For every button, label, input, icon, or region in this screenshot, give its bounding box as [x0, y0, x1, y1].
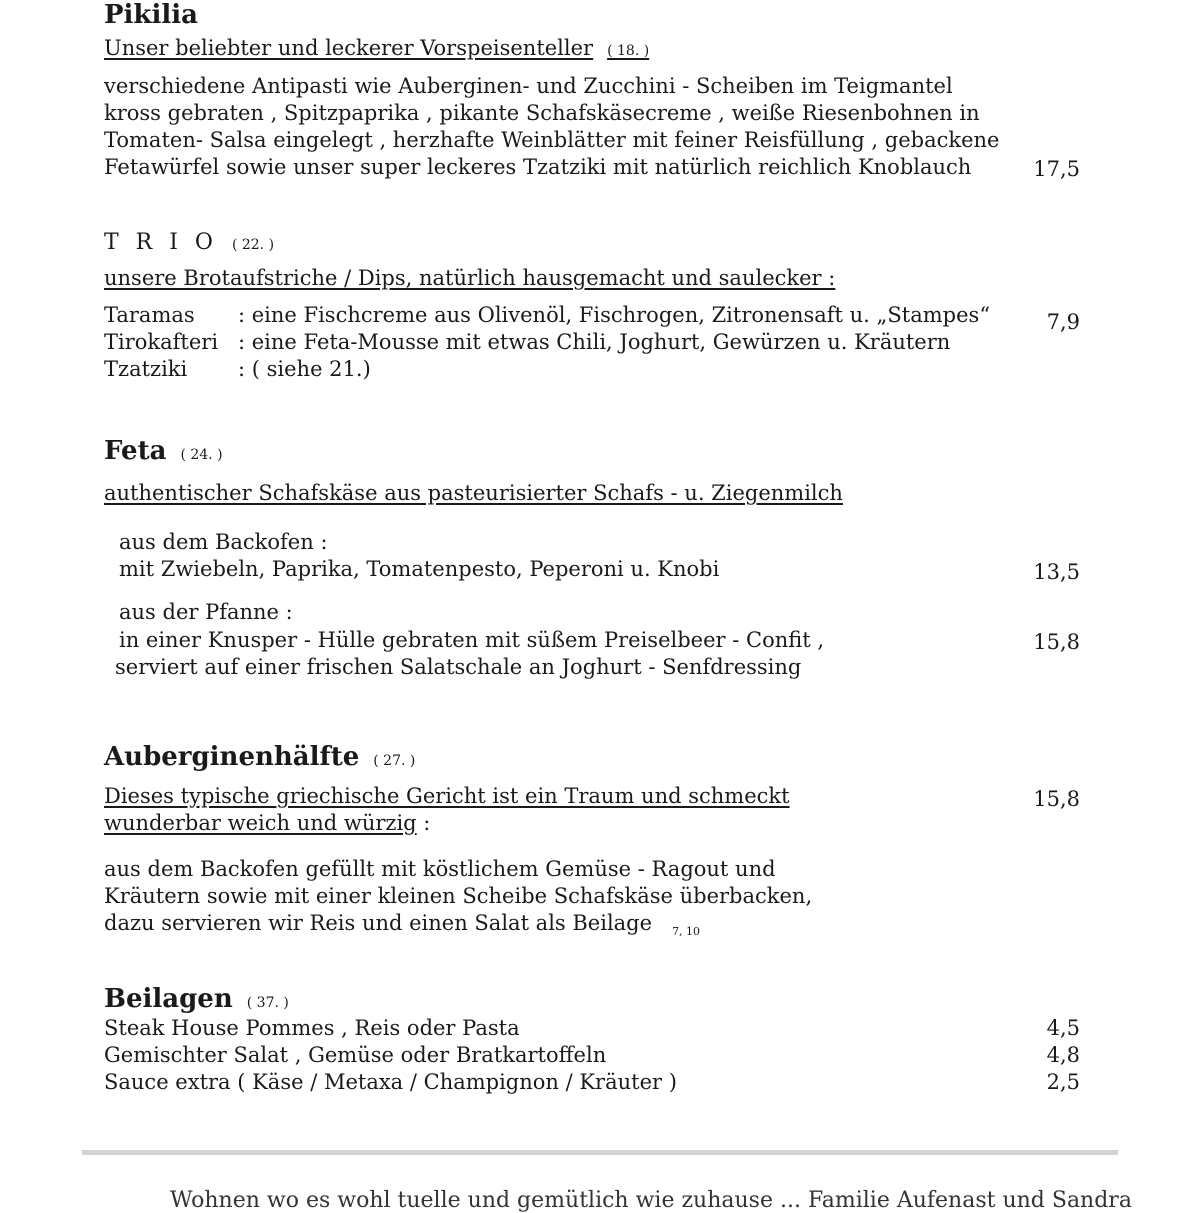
- trio-title-text: T R I O: [104, 230, 218, 255]
- aubergine-title-text: Auberginenhälfte: [104, 742, 360, 772]
- aubergine-number: ( 27. ): [373, 753, 416, 769]
- feta-pan-desc-1: in einer Knusper - Hülle gebraten mit süßem Preiselbeer - Confit ,: [119, 628, 825, 652]
- trio-number: ( 22. ): [231, 237, 275, 253]
- beilagen-item-1: Steak House Pommes , Reis oder Pasta: [104, 1016, 520, 1040]
- aubergine-title: [104, 742, 415, 772]
- feta-oven-label: aus dem Backofen :: [119, 530, 328, 554]
- feta-title: [104, 436, 223, 466]
- feta-oven-price: 13,5: [1033, 560, 1080, 584]
- pikilia-desc-line-2: kross gebraten , Spitzpaprika , pikante Schafskäsecreme , weiße Riesenbohnen in: [104, 101, 980, 125]
- trio-price: 7,9: [1046, 310, 1080, 334]
- pikilia-desc-line-1: verschiedene Antipasti wie Auberginen- und Zucchini - Scheiben im Teigmantel: [104, 74, 953, 98]
- aubergine-desc-line-1: aus dem Backofen gefüllt mit köstlichem Gemüse - Ragout und: [104, 857, 776, 881]
- beilagen-item-2: Gemischter Salat , Gemüse oder Bratkartoffeln: [104, 1043, 607, 1067]
- beilagen-title-text: Beilagen: [104, 984, 233, 1014]
- feta-pan-label: aus der Pfanne :: [119, 600, 293, 624]
- feta-number: ( 24. ): [180, 447, 223, 463]
- beilagen-price-2: 4,8: [1046, 1043, 1080, 1067]
- trio-subtitle: unsere Brotaufstriche / Dips, natürlich hausgemacht und saulecker :: [104, 266, 836, 290]
- beilagen-number: ( 37. ): [246, 995, 289, 1011]
- pikilia-desc-line-4: Fetawürfel sowie unser super leckeres Tzatziki mit natürlich reichlich Knoblauch: [104, 155, 972, 179]
- feta-title-text: Feta: [104, 436, 167, 466]
- footer-text: Wohnen wo es wohl tuelle und gemütlich wie zuhause ... Familie Aufenast und Sandra: [170, 1188, 1132, 1213]
- pikilia-title: Pikilia: [104, 0, 198, 30]
- beilagen-item-3: Sauce extra ( Käse / Metaxa / Champignon / Kräuter ): [104, 1070, 677, 1094]
- beilagen-price-3: 2,5: [1046, 1070, 1080, 1094]
- pikilia-subtitle: [104, 36, 649, 60]
- trio-item-desc-1: : eine Fischcreme aus Olivenöl, Fischrogen, Zitronensaft u. „Stampes“: [238, 303, 991, 327]
- feta-subtitle: authentischer Schafskäse aus pasteurisierter Schafs - u. Ziegenmilch: [104, 481, 843, 505]
- pikilia-desc-line-3: Tomaten- Salsa eingelegt , herzhafte Weinblätter mit feiner Reisfüllung , gebackene: [104, 128, 1000, 152]
- beilagen-price-1: 4,5: [1046, 1016, 1080, 1040]
- trio-item-desc-2: : eine Feta-Mousse mit etwas Chili, Joghurt, Gewürzen u. Kräutern: [238, 330, 951, 354]
- aubergine-subtitle-1: Dieses typische griechische Gericht ist ein Traum und schmeckt: [104, 784, 790, 808]
- feta-pan-desc-2: serviert auf einer frischen Salatschale an Joghurt - Senfdressing: [115, 655, 802, 679]
- aubergine-desc-line-3-text: dazu servieren wir Reis und einen Salat als Beilage: [104, 911, 653, 935]
- aubergine-desc-line-2: Kräutern sowie mit einer kleinen Scheibe Schafskäse überbacken,: [104, 884, 813, 908]
- pikilia-price: 17,5: [1033, 157, 1080, 181]
- aubergine-allergens: 7, 10: [672, 925, 701, 939]
- aubergine-subtitle-2: [104, 811, 430, 835]
- aubergine-price: 15,8: [1033, 787, 1080, 811]
- page-divider: [82, 1150, 1118, 1155]
- feta-pan-price: 15,8: [1033, 630, 1080, 654]
- trio-title: [104, 230, 274, 255]
- trio-item-name-1: Taramas: [104, 303, 195, 327]
- feta-oven-desc: mit Zwiebeln, Paprika, Tomatenpesto, Peperoni u. Knobi: [119, 557, 720, 581]
- pikilia-number: ( 18. ): [607, 43, 650, 59]
- aubergine-desc-line-3: [104, 911, 700, 938]
- trio-item-name-3: Tzatziki: [104, 357, 188, 381]
- aubergine-subtitle-2-suffix: :: [416, 811, 431, 835]
- aubergine-subtitle-2-text: wunderbar weich und würzig: [104, 811, 417, 835]
- trio-item-name-2: Tirokafteri: [104, 330, 219, 354]
- trio-item-desc-3: : ( siehe 21.): [238, 357, 371, 381]
- pikilia-subtitle-text: Unser beliebter und leckerer Vorspeisenteller: [104, 36, 594, 60]
- beilagen-title: [104, 984, 289, 1014]
